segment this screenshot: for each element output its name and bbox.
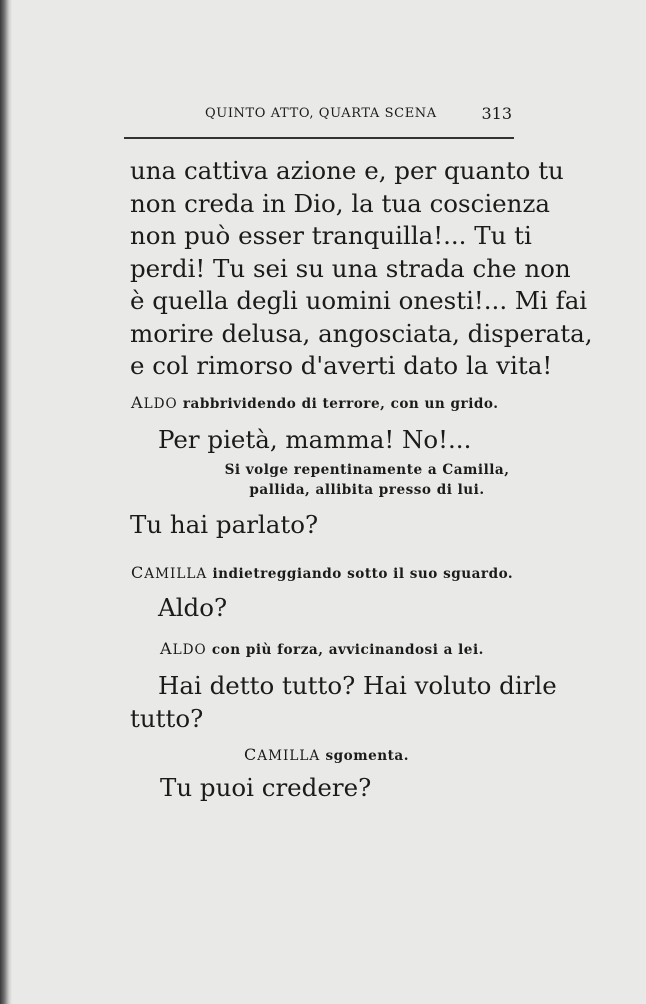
direction-text: indietreggiando sotto il suo sguardo. bbox=[212, 566, 514, 582]
page-number: 313 bbox=[481, 104, 512, 123]
speaker-name: ALDO bbox=[160, 639, 207, 658]
direction-text: con più forza, avvicinandosi a lei. bbox=[211, 642, 484, 658]
direction-line: pallida, allibita presso di lui. bbox=[249, 482, 485, 498]
text-line: non creda in Dio, la tua coscienza bbox=[130, 188, 550, 218]
direction-text: sgomenta. bbox=[325, 748, 409, 764]
dialogue-line: Per pietà, mamma! No!... bbox=[158, 425, 472, 454]
text-line: non può esser tranquilla!... Tu ti bbox=[130, 221, 532, 250]
running-header bbox=[205, 106, 515, 121]
text-line: una cattiva azione e, per quanto tu bbox=[130, 156, 564, 185]
dialogue-line: Tu hai parlato? bbox=[130, 510, 319, 539]
direction-line: Si volge repentinamente a Camilla, bbox=[224, 462, 510, 478]
direction-text: rabbrividendo di terrore, con un grido. bbox=[182, 396, 499, 412]
dialogue-line: tutto? bbox=[130, 704, 204, 733]
stage-direction-block bbox=[222, 460, 512, 500]
speaker-name: CAMILLA bbox=[131, 563, 208, 582]
header-rule bbox=[124, 137, 514, 139]
speaker-name: CAMILLA bbox=[244, 745, 321, 764]
text-line: morire delusa, angosciata, disperata, bbox=[130, 318, 593, 348]
dialogue-line: Aldo? bbox=[158, 593, 228, 622]
running-title: QUINTO ATTO, QUARTA SCENA bbox=[205, 106, 437, 121]
page-binding-edge bbox=[0, 0, 12, 1004]
stage-direction-aldo-1 bbox=[131, 393, 498, 412]
text-line: perdi! Tu sei su una strada che non bbox=[130, 253, 571, 283]
dialogue-line: Hai detto tutto? Hai voluto dirle bbox=[158, 671, 557, 700]
stage-direction-camilla-1 bbox=[131, 563, 513, 582]
paragraph-camilla-speech bbox=[130, 155, 593, 383]
stage-direction-camilla-2 bbox=[244, 745, 409, 764]
stage-direction-aldo-2 bbox=[160, 639, 484, 658]
text-line: e col rimorso d'averti dato la vita! bbox=[130, 351, 553, 380]
dialogue-line: Tu puoi credere? bbox=[160, 773, 372, 802]
text-line: è quella degli uomini onesti!... Mi fai bbox=[130, 286, 588, 315]
speaker-name: ALDO bbox=[131, 393, 178, 412]
